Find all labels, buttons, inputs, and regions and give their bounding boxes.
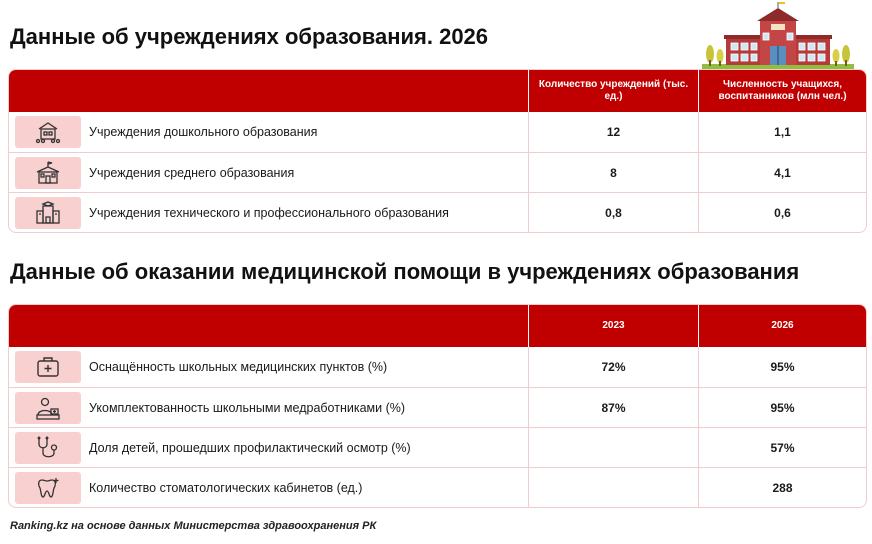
row-students: 1,1: [698, 112, 866, 152]
row-2026: 95%: [698, 388, 866, 427]
school-building-illustration: [702, 2, 854, 72]
row-label: Учреждения технического и профессионального образования: [89, 205, 449, 220]
row-students: 4,1: [698, 153, 866, 192]
table-row: [9, 192, 866, 232]
nurse-icon: [15, 392, 81, 424]
first-aid-kit-icon: [15, 351, 81, 383]
education-table: [8, 69, 867, 233]
stethoscope-icon: [15, 432, 81, 464]
row-label: Учреждения среднего образования: [89, 165, 295, 180]
header-count: Количество учреждений (тыс. ед.): [528, 70, 698, 112]
row-2026: 95%: [698, 347, 866, 387]
education-title: Данные об учреждениях образования. 2026: [10, 24, 489, 49]
education-table-header: [9, 70, 866, 112]
kindergarten-icon: [15, 116, 81, 148]
row-label: Доля детей, прошедших профилактический осмотр (%): [89, 440, 411, 455]
tooth-icon: [15, 472, 81, 504]
row-count: 0,8: [528, 193, 698, 232]
table-row: [9, 152, 866, 192]
table-row: [9, 427, 866, 467]
college-icon: [15, 197, 81, 229]
row-2023: [528, 468, 698, 507]
medical-table: [8, 304, 867, 508]
row-count: 8: [528, 153, 698, 192]
table-row: [9, 347, 866, 387]
row-2026: 288: [698, 468, 866, 507]
row-label: Оснащённость школьных медицинских пунктов (%): [89, 360, 388, 374]
school-icon: [15, 157, 81, 189]
table-row: [9, 387, 866, 427]
row-label: Количество стоматологических кабинетов (ед.): [89, 480, 363, 495]
header-students: Численность учащихся, воспитанников (млн чел.): [698, 70, 866, 112]
row-label: Укомплектованность школьными медработниками (%): [89, 400, 406, 415]
row-2023: [528, 428, 698, 467]
row-2023: 87%: [528, 388, 698, 427]
header-2023: 2023: [528, 305, 698, 347]
header-2026: 2026: [698, 305, 866, 347]
row-students: 0,6: [698, 193, 866, 232]
row-2023: 72%: [528, 347, 698, 387]
table-row: [9, 112, 866, 152]
row-count: 12: [528, 112, 698, 152]
source-note: Ranking.kz на основе данных Министерства здравоохранения РК: [10, 520, 377, 532]
row-2026: 57%: [698, 428, 866, 467]
table-row: [9, 467, 866, 507]
medical-title: Данные об оказании медицинской помощи в учреждениях образования: [10, 259, 800, 284]
medical-table-header: [9, 305, 866, 347]
row-label: Учреждения дошкольного образования: [89, 125, 318, 139]
